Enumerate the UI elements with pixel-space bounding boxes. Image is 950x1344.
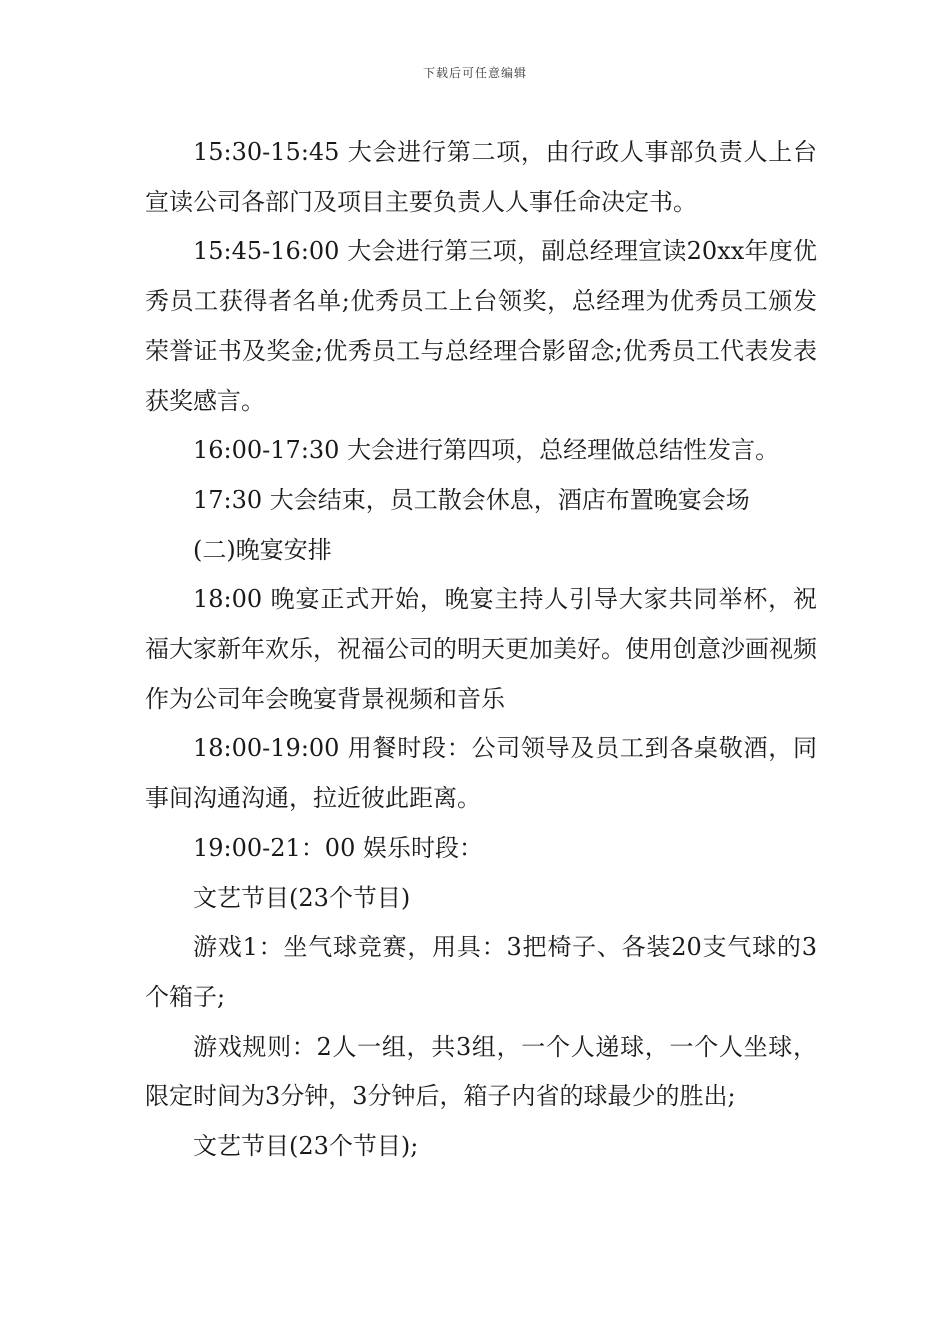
paragraph-performances-2: 文艺节目(23个节目); [193, 1132, 419, 1161]
paragraph-banquet-start: 18:00 晚宴正式开始，晚宴主持人引导大家共同举杯，祝福大家新年欢乐，祝福公司的明天更加美好。使用创意沙画视频作为公司年会晚宴背景视频和音乐 [145, 585, 817, 713]
section-heading-banquet: (二)晚宴安排 [193, 535, 332, 564]
paragraph-agenda-item-4: 16:00-17:30 大会进行第四项，总经理做总结性发言。 [193, 436, 780, 465]
paragraph-game-rules: 游戏规则：2人一组，共3组，一个人递球，一个人坐球，限定时间为3分钟，3分钟后，箱子内省的球最少的胜出; [145, 1032, 817, 1111]
paragraph-agenda-item-3: 15:45-16:00 大会进行第三项，副总经理宣读20xx年度优秀员工获得者名单;优秀员工上台领奖，总经理为优秀员工颁发荣誉证书及奖金;优秀员工与总经理合影留念;优秀员工代表发表获奖感言。 [145, 237, 817, 415]
document-body [145, 128, 817, 1172]
paragraph-meeting-end: 17:30 大会结束，员工散会休息，酒店布置晚宴会场 [193, 485, 750, 514]
paragraph-agenda-item-2: 15:30-15:45 大会进行第二项，由行政人事部负责人上台宣读公司各部门及项目主要负责人人事任命决定书。 [145, 138, 817, 216]
paragraph-dining-time: 18:00-19:00 用餐时段：公司领导及员工到各桌敬酒，同事间沟通沟通，拉近彼此距离。 [145, 734, 817, 813]
paragraph-entertainment-time: 19:00-21：00 娱乐时段： [193, 833, 483, 862]
paragraph-game-1: 游戏1：坐气球竞赛，用具：3把椅子、各装20支气球的3个箱子; [145, 933, 817, 1011]
page-header: 下载后可任意编辑 [422, 66, 527, 80]
paragraph-performances: 文艺节目(23个节目) [193, 883, 411, 912]
